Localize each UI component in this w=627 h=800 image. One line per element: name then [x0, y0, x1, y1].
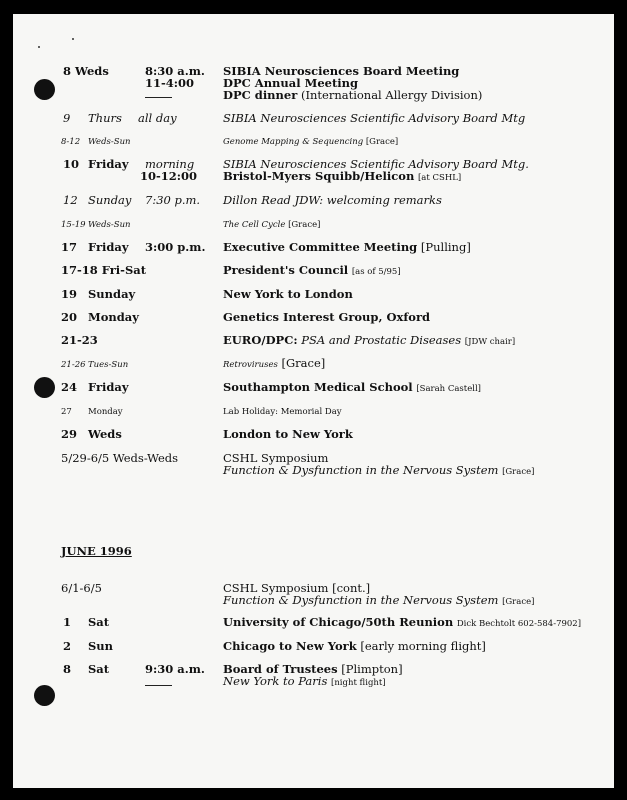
entry-date: 24	[61, 380, 78, 394]
entry-time: 10-12:00	[140, 169, 198, 183]
entry-event: Southampton Medical School [Sarah Castell]	[223, 380, 481, 394]
entry-day: Thurs	[88, 111, 122, 125]
entry-date: 21-26	[61, 360, 86, 370]
entry-date: 9	[63, 111, 71, 125]
entry-day: Sunday	[88, 193, 132, 207]
entry-date: 19	[61, 287, 78, 301]
speck	[38, 46, 40, 48]
blank-time-rule	[145, 685, 172, 686]
entry-event: SIBIA Neurosciences Board Meeting	[223, 64, 460, 78]
entry-day: Friday	[88, 157, 129, 171]
entry-day: Sunday	[88, 287, 136, 301]
entry-date: 27	[61, 407, 72, 417]
punch-hole	[34, 79, 55, 100]
entry-date: 1	[63, 615, 72, 629]
entry-event: Bristol-Myers Squibb/Helicon [at CSHL]	[223, 169, 462, 183]
entry-day: Monday	[88, 407, 123, 417]
entry-event: University of Chicago/50th Reunion Dick Bechtolt 602-584-7902]	[223, 615, 582, 629]
speck	[72, 38, 74, 40]
entry-event: SIBIA Neurosciences Scientific Advisory Board Mtg	[223, 111, 526, 125]
entry-event: EURO/DPC: PSA and Prostatic Diseases [JDW chair]	[223, 333, 516, 347]
month-heading: JUNE 1996	[61, 544, 132, 558]
entry-event: The Cell Cycle [Grace]	[223, 220, 321, 230]
entry-event: Function & Dysfunction in the Nervous System [Grace]	[223, 463, 535, 477]
entry-day: Friday	[88, 240, 129, 254]
entry-date: 21-23	[61, 333, 98, 347]
entry-event: CSHL Symposium [cont.]	[223, 581, 371, 595]
entry-time: 7:30 p.m.	[145, 193, 201, 207]
entry-event: Function & Dysfunction in the Nervous System [Grace]	[223, 593, 535, 607]
entry-event: Executive Committee Meeting [Pulling]	[223, 240, 471, 254]
entry-event: Dillon Read JDW: welcoming remarks	[223, 193, 442, 207]
entry-date: 2	[63, 639, 72, 653]
entry-date: 12	[63, 193, 78, 207]
blank-time-rule	[145, 97, 172, 98]
entry-day: Tues-Sun	[88, 360, 129, 370]
entry-date: 8-12	[61, 137, 81, 147]
entry-event: Genetics Interest Group, Oxford	[223, 310, 431, 324]
entry-time: all day	[138, 111, 177, 125]
entry-day: Weds-Sun	[88, 137, 131, 147]
entry-event: Lab Holiday: Memorial Day	[223, 407, 342, 417]
entry-date: 8	[63, 662, 72, 676]
entry-event: DPC dinner (International Allergy Division)	[223, 88, 483, 102]
entry-time: 9:30 a.m.	[145, 662, 205, 676]
entry-event: DPC Annual Meeting	[223, 76, 359, 90]
entry-day: Weds	[88, 427, 122, 441]
entry-day: Weds-Sun	[88, 220, 131, 230]
entry-date: 5/29-6/5 Weds-Weds	[61, 451, 179, 465]
entry-date: 15-19	[61, 220, 86, 230]
entry-event: Retroviruses [Grace]	[223, 356, 326, 370]
entry-date: 8 Weds	[63, 64, 109, 78]
entry-event: Board of Trustees [Plimpton]	[223, 662, 403, 676]
entry-date: 10	[63, 157, 80, 171]
entry-time: 11-4:00	[145, 76, 195, 90]
entry-event: New York to London	[223, 287, 353, 301]
entry-date: 29	[61, 427, 78, 441]
entry-event: CSHL Symposium	[223, 451, 329, 465]
entry-date: 20	[61, 310, 78, 324]
entry-event: SIBIA Neurosciences Scientific Advisory Board Mtg.	[223, 157, 529, 171]
entry-time: 3:00 p.m.	[145, 240, 206, 254]
entry-event: Chicago to New York [early morning flight]	[223, 639, 486, 653]
entry-day: Sat	[88, 615, 110, 629]
entry-event: President's Council [as of 5/95]	[223, 263, 401, 277]
entry-event: New York to Paris [night flight]	[223, 674, 386, 688]
entry-event: Genome Mapping & Sequencing [Grace]	[223, 137, 399, 147]
entry-event: London to New York	[223, 427, 353, 441]
entry-day: Friday	[88, 380, 129, 394]
entry-day: Sat	[88, 662, 110, 676]
entry-date: 17-18 Fri-Sat	[61, 263, 147, 277]
punch-hole	[34, 377, 55, 398]
entry-time: morning	[145, 157, 195, 171]
punch-hole	[34, 685, 55, 706]
entry-date: 17	[61, 240, 78, 254]
entry-time: 8:30 a.m.	[145, 64, 205, 78]
entry-date: 6/1-6/5	[61, 581, 102, 595]
entry-day: Sun	[88, 639, 114, 653]
entry-day: Monday	[88, 310, 139, 324]
